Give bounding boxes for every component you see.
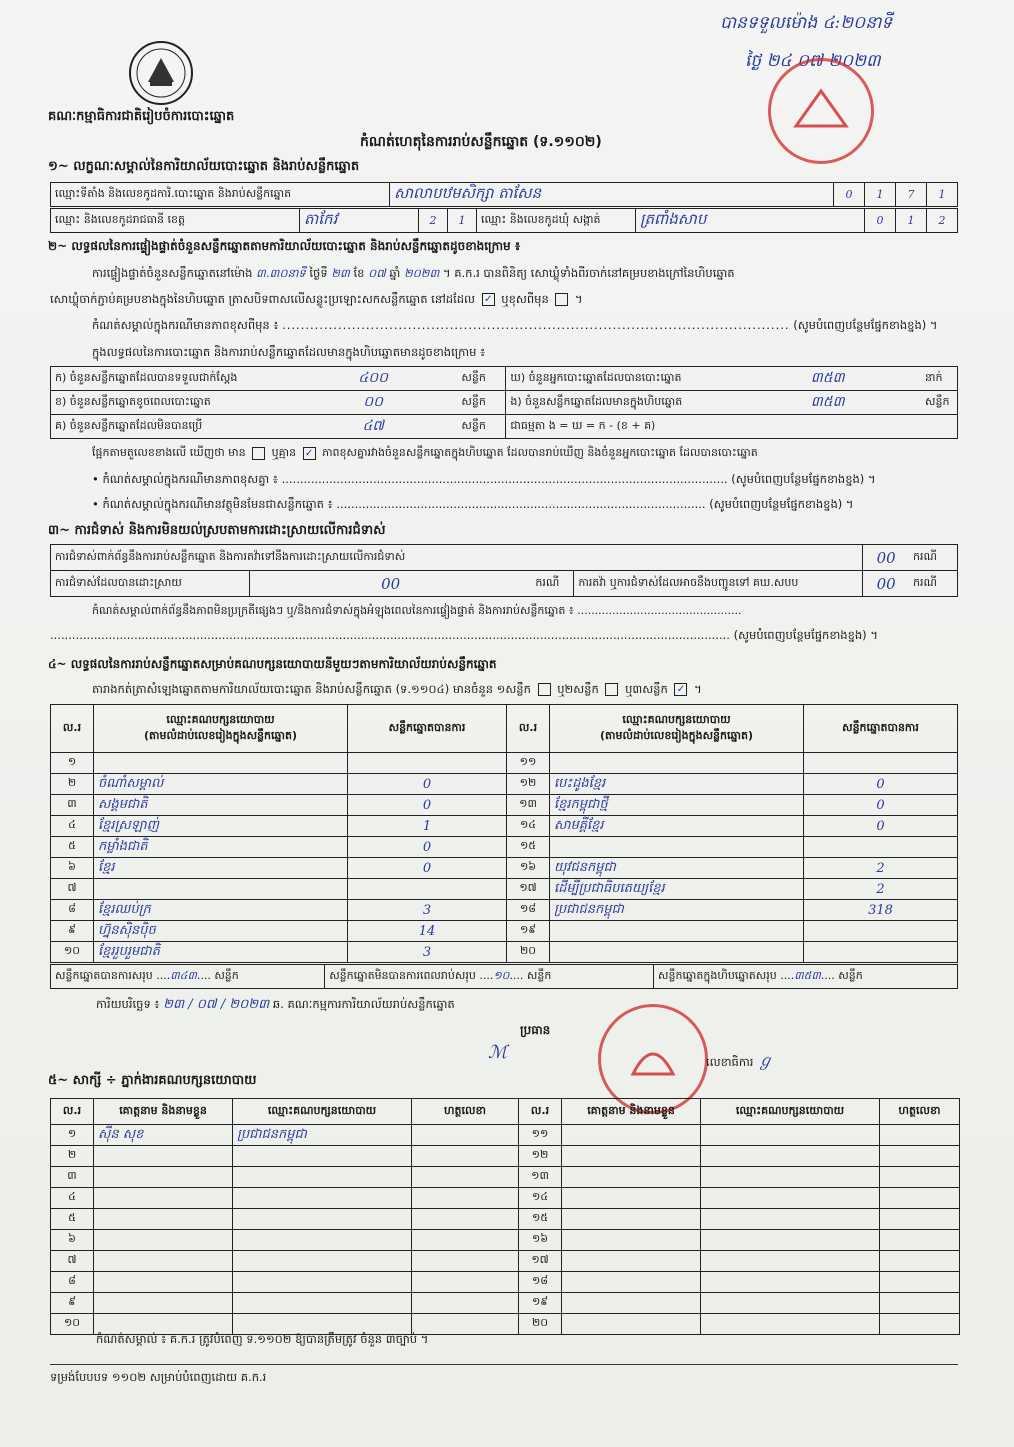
fill-back-note-4: (សូមបំពេញបន្ថែមផ្នែកខាងខ្នង) ។ <box>733 628 878 642</box>
witness-no: ១៥ <box>519 1209 562 1230</box>
fill-back-note-2: (សូមបំពេញបន្ថែមផ្នែកខាងខ្នង) ។ <box>731 472 876 486</box>
witness-name <box>562 1293 701 1314</box>
witness-party <box>233 1272 412 1293</box>
party-votes: 0 <box>804 816 958 837</box>
witness-signature <box>880 1146 960 1167</box>
party-name: ខ្មែរ <box>94 858 348 879</box>
party-no: ២ <box>51 774 94 795</box>
witness-party <box>233 1146 412 1167</box>
valid-total-value: ៣៤៣ <box>170 968 197 982</box>
appeal-label: ការតវ៉ា ឬការជំទាស់ដែលអាចនឹងបញ្ជូនទៅ គឃ.សបប <box>574 571 863 597</box>
w-col-no-left: ល.រ <box>51 1099 94 1125</box>
witness-no: ២០ <box>519 1314 562 1335</box>
witness-row <box>51 1251 960 1272</box>
no-diff-checkbox[interactable]: ✓ <box>303 447 316 460</box>
commune-code-3: 2 <box>927 209 958 233</box>
discrepancy-text: ផ្អែកតាមតួលេខខាងលើ ឃើញថា មាន <box>92 446 246 459</box>
invalid-total: សន្លឹកឆ្នោតមិនបានការពេលរាប់សរុប ....១០.... សន្លឹក <box>325 965 654 989</box>
party-votes <box>804 942 958 963</box>
witness-name <box>94 1188 233 1209</box>
party-name: ប្រជាជនកម្ពុជា <box>550 900 804 921</box>
party-name: ខ្មែរកម្ពុជាថ្មី <box>550 795 804 816</box>
party-votes: 0 <box>348 774 507 795</box>
secretary-label: លេខាធិការ <box>706 1055 754 1069</box>
spoiled-ballots-label: ខ) ចំនួនសន្លឹកឆ្នោតខូចពេលបោះឆ្នោត <box>51 391 290 415</box>
witness-party <box>701 1209 880 1230</box>
date-line <box>96 996 455 1015</box>
party-name: ដើម្បីប្រជាធិបតេយ្យខ្មែរ <box>550 879 804 900</box>
witness-signature <box>412 1125 519 1146</box>
three-sheet-checkbox[interactable]: ✓ <box>674 683 687 696</box>
witness-no: ៤ <box>51 1188 94 1209</box>
location-code-4: 1 <box>927 183 958 207</box>
party-name <box>550 753 804 774</box>
party-name <box>550 921 804 942</box>
witness-party: ប្រជាជនកម្ពុជា <box>233 1125 412 1146</box>
resolved-case: ករណី <box>531 571 574 597</box>
witness-signature <box>412 1209 519 1230</box>
year-label: ឆ្នាំ <box>389 266 401 280</box>
witness-party <box>233 1209 412 1230</box>
witness-party <box>701 1146 880 1167</box>
party-name: ខ្មែររួបរួមជាតិ <box>94 942 348 963</box>
witness-party <box>233 1293 412 1314</box>
party-no: ១៧ <box>507 879 550 900</box>
witness-name <box>562 1188 701 1209</box>
box-total: សន្លឹកឆ្នោតក្នុងហិបឆ្នោតសរុប ....៣៥៣.... សន្លឹក <box>654 965 958 989</box>
location-code-1: 0 <box>834 183 865 207</box>
witness-party <box>233 1188 412 1209</box>
witness-signature <box>412 1167 519 1188</box>
witness-signature <box>880 1272 960 1293</box>
resolved-value: 00 <box>250 571 532 597</box>
verify-month: ០៧ <box>368 266 386 280</box>
witness-signature <box>880 1293 960 1314</box>
witness-signature <box>880 1209 960 1230</box>
witness-no: ១២ <box>519 1146 562 1167</box>
location-table <box>50 182 958 207</box>
province-code-1: 2 <box>419 209 448 233</box>
commune-label: ឈ្មោះ និងលេខកូដឃុំ សង្កាត់ <box>477 209 636 233</box>
commune-code-2: 1 <box>896 209 927 233</box>
location-code-2: 1 <box>865 183 896 207</box>
box-total-value: ៣៥៣ <box>794 968 821 982</box>
object-note-label: • កំណត់សម្គាល់ក្នុងករណីមានវត្ថុមិនមែនជាសន្លឹកឆ្នោត ៖ <box>92 497 333 511</box>
witness-name <box>562 1209 701 1230</box>
table-row <box>51 837 958 858</box>
witness-name <box>94 1230 233 1251</box>
box-ballots-label: ង) ចំនួនសន្លឹកឆ្នោតដែលមានក្នុងហិបឆ្នោត <box>506 391 735 415</box>
party-votes <box>348 879 507 900</box>
witness-party <box>701 1314 880 1335</box>
table-row <box>51 795 958 816</box>
witness-signature <box>880 1314 960 1335</box>
invalid-total-unit: សន្លឹក <box>526 968 552 982</box>
witness-name <box>94 1272 233 1293</box>
table-row <box>51 816 958 837</box>
party-votes: 318 <box>804 900 958 921</box>
footer-rule <box>50 1364 958 1365</box>
col-votes-left: សន្លឹកឆ្នោតបានការ <box>348 705 507 753</box>
tally-sheet-line: តារាងកត់ត្រាសំឡេងឆ្នោតតាមការិយាល័យបោះឆ្នោត និងរាប់សន្លឹកឆ្នោត (ទ.១១០៤) មានចំនួន ១សន្លឹក ឬ២សន្លឹក ឬ៣សន្លឹក ✓ ។ <box>92 682 702 696</box>
witness-no: ១៨ <box>519 1272 562 1293</box>
witness-name <box>94 1167 233 1188</box>
party-no: ៣ <box>51 795 94 816</box>
unit-e: សន្លឹក <box>921 391 958 415</box>
witness-party <box>233 1167 412 1188</box>
col-party-left-1: ឈ្មោះគណបក្សនយោបាយ <box>166 712 275 726</box>
party-votes: 0 <box>804 774 958 795</box>
diff-note-2-label: • កំណត់សម្គាល់ក្នុងករណីមានភាពខុសគ្នា ៖ <box>92 472 278 486</box>
party-votes: 2 <box>804 879 958 900</box>
witness-row <box>51 1146 960 1167</box>
party-no: ៦ <box>51 858 94 879</box>
witness-name <box>94 1251 233 1272</box>
witness-no: ៨ <box>51 1272 94 1293</box>
party-no: ១៩ <box>507 921 550 942</box>
party-votes: 0 <box>348 795 507 816</box>
diff-note-line: កំណត់សម្គាល់ក្នុងករណីមានភាពខុសពីមុន ៖ ............................................................................................................. (សូមបំពេញបន្ថែមផ្នែកខាងខ្នង) ។ <box>92 318 938 332</box>
section-1-title: ១~ លក្ខណៈសម្គាល់នៃការិយាល័យបោះឆ្នោត និងរាប់សន្លឹកឆ្នោត <box>48 159 360 174</box>
valid-total-label: សន្លឹកឆ្នោតបានការសរុប <box>55 968 153 982</box>
witness-row <box>51 1188 960 1209</box>
objection-value: 00 <box>863 545 909 571</box>
col-party-right-1: ឈ្មោះគណបក្សនយោបាយ <box>622 712 731 726</box>
witness-no: ១៣ <box>519 1167 562 1188</box>
valid-total-unit: សន្លឹក <box>214 968 239 982</box>
party-no: ៨ <box>51 900 94 921</box>
witness-party <box>701 1230 880 1251</box>
table-row <box>51 942 958 963</box>
col-votes-right: សន្លឹកឆ្នោតបានការ <box>804 705 958 753</box>
three-sheet-label: ឬ៣សន្លឹក <box>625 682 668 696</box>
unit-d: នាក់ <box>921 367 958 391</box>
two-sheet-checkbox[interactable] <box>605 683 618 696</box>
page-title: កំណត់ហេតុនៃការរាប់សន្លឹកឆ្នោត (ទ.១១០២) <box>360 134 602 150</box>
unused-ballots-value: ៤៧ <box>289 415 457 439</box>
result-intro: ក្នុងលទ្ធផលនៃការបោះឆ្នោត និងការរាប់សន្លឹកឆ្នោតដែលមានក្នុងហិបឆ្នោតមានដូចខាងក្រោម ៖ <box>92 345 486 359</box>
province-table <box>50 208 958 233</box>
party-name: ខ្មែរឈប់ក្រ <box>94 900 348 921</box>
party-no: ១៣ <box>507 795 550 816</box>
witness-table <box>50 1098 960 1335</box>
witness-name <box>562 1272 701 1293</box>
witness-row <box>51 1272 960 1293</box>
witness-party <box>233 1251 412 1272</box>
witness-party <box>701 1272 880 1293</box>
location-value: សាលាបឋមសិក្សា តាសែន <box>390 183 834 207</box>
witness-signature <box>412 1188 519 1209</box>
diff-note-label: កំណត់សម្គាល់ក្នុងករណីមានភាពខុសពីមុន ៖ <box>92 318 279 332</box>
witness-no: ៣ <box>51 1167 94 1188</box>
witness-party <box>233 1230 412 1251</box>
party-votes: 3 <box>348 942 507 963</box>
verify-line-1 <box>92 266 735 283</box>
date-suffix: ឆ. គណៈកម្មការការិយាល័យរាប់សន្លឹកឆ្នោត <box>272 997 455 1011</box>
commune-code-1: 0 <box>865 209 896 233</box>
two-sheet-label: ឬ២សន្លឹក <box>557 682 599 696</box>
witness-signature <box>880 1125 960 1146</box>
party-name: ហ្វ៊ុនស៊ិនប៉ិច <box>94 921 348 942</box>
voters-label: ឃ) ចំនួនអ្នកបោះឆ្នោតដែលបានបោះឆ្នោត <box>506 367 735 391</box>
unused-ballots-label: គ) ចំនួនសន្លឹកឆ្នោតដែលមិនបានប្រើ <box>51 415 290 439</box>
footnote: កំណត់សម្គាល់ ៖ គ.ក.រ ត្រូវបំពេញ ទ.១១០២ ឱ្យបានត្រឹមត្រូវ ចំនួន ៣ច្បាប់ ។ <box>96 1332 429 1346</box>
col-no-left: ល.រ <box>51 705 94 753</box>
witness-name: ស៊ីន សុខ <box>94 1125 233 1146</box>
witness-no: ១៤ <box>519 1188 562 1209</box>
witness-signature <box>880 1188 960 1209</box>
unit-a: សន្លឹក <box>457 367 506 391</box>
party-votes: 1 <box>348 816 507 837</box>
party-no: ៩ <box>51 921 94 942</box>
witness-name <box>562 1146 701 1167</box>
witness-row <box>51 1167 960 1188</box>
discrepancy-text-2: ភាពខុសគ្នារវាងចំនួនសន្លឹកឆ្នោតក្នុងហិបឆ្នោត ដែលបានរាប់ឃើញ និងចំនួនអ្នកបោះឆ្នោត ដែលបានបោះឆ្នោត <box>322 446 758 459</box>
witness-no: ១៦ <box>519 1230 562 1251</box>
party-name <box>94 753 348 774</box>
party-no: ១៦ <box>507 858 550 879</box>
received-ballots-label: ក) ចំនួនសន្លឹកឆ្នោតដែលបានទទួលជាក់ស្តែង <box>51 367 290 391</box>
seal-text: សោឃ្លុំចាក់ភ្ជាប់គម្របខាងក្នុងនៃហិបឆ្នោត ត្រាសបិទពាសលើសន្លូះប្រឡោះសកសន្លឹកឆ្នោត នៅដដែល <box>50 292 475 306</box>
diff-checkbox[interactable] <box>555 293 568 306</box>
object-note: • កំណត់សម្គាល់ក្នុងករណីមានវត្ថុមិនមែនជាសន្លឹកឆ្នោត ៖ ..................................................................................................... (សូមបំពេញបន្ថែមផ្នែកខាងខ្នង) ។ <box>92 497 854 511</box>
location-code-3: 7 <box>896 183 927 207</box>
witness-no: ១ <box>51 1125 94 1146</box>
count-table <box>50 366 958 439</box>
witness-signature <box>880 1230 960 1251</box>
witness-party <box>701 1125 880 1146</box>
verify-year: ២០២៣ <box>403 266 440 280</box>
date-label: ការិយបរិច្ឆេទ ៖ <box>96 997 160 1011</box>
irregularity-note: កំណត់សម្គាល់ពាក់ព័ន្ធនឹងភាពមិនប្រក្រតីផ្សេងៗ ឬ/និងការជំទាស់ក្នុងអំឡុងពេលនៃការផ្ទៀងផ្ទាត់ និងការរាប់សន្លឹកឆ្នោត ៖ ............................................... <box>92 604 742 617</box>
w-col-name-left: គោត្តនាម និងនាមខ្លួន <box>94 1099 233 1125</box>
formula: ជាធម្មតា ង = ឃ = ក - (ខ + គ) <box>506 415 958 439</box>
witness-row <box>51 1209 960 1230</box>
invalid-total-label: សន្លឹកឆ្នោតមិនបានការពេលរាប់សរុប <box>329 968 476 982</box>
party-name <box>550 942 804 963</box>
party-votes <box>348 753 507 774</box>
commune-value: ត្រពាំងសាប <box>636 209 865 233</box>
has-diff-checkbox[interactable] <box>252 447 265 460</box>
objection-table <box>50 544 958 597</box>
diff-note-2: • កំណត់សម្គាល់ក្នុងករណីមានភាពខុសគ្នា ៖ .......................................................................................................................... (សូមបំពេញបន្ថែមផ្នែកខាងខ្នង) ។ <box>92 472 876 486</box>
unit-c: សន្លឹក <box>457 415 506 439</box>
witness-party <box>701 1188 880 1209</box>
witness-name <box>562 1167 701 1188</box>
irregularity-fill: .......................................................................................................................................................................................... (សូមបំពេញបន្ថែមផ្នែកខាងខ្នង) ។ <box>50 628 878 642</box>
witness-name <box>562 1125 701 1146</box>
party-no: ១០ <box>51 942 94 963</box>
section-4-title: ៤~ លទ្ធផលនៃការរាប់សន្លឹកឆ្នោតសម្រាប់គណបក្សនយោបាយនីមួយៗតាមការិយាល័យរាប់សន្លឹកឆ្នោត <box>48 657 497 671</box>
org-name: គណៈកម្មាធិការជាតិរៀបចំការបោះឆ្នោត <box>48 109 235 124</box>
party-name: ខ្មែរស្រឡាញ់ <box>94 816 348 837</box>
party-name: ចំណាំសម្គាល់ <box>94 774 348 795</box>
witness-signature <box>412 1293 519 1314</box>
section-5-title: ៥~ សាក្សី ÷ ភ្នាក់ងារគណបក្សនយោបាយ <box>48 1073 257 1088</box>
same-checkbox[interactable]: ✓ <box>482 293 495 306</box>
verify-line-2: សោឃ្លុំចាក់ភ្ជាប់គម្របខាងក្នុងនៃហិបឆ្នោត ត្រាសបិទពាសលើសន្លូះប្រឡោះសកសន្លឹកឆ្នោត នៅដដែល ✓ ឬខុសពីមុន ។ <box>50 292 583 306</box>
witness-signature <box>880 1251 960 1272</box>
party-name: យុវជនកម្ពុជា <box>550 858 804 879</box>
party-votes: 0 <box>348 837 507 858</box>
witness-name <box>562 1230 701 1251</box>
witness-signature <box>412 1230 519 1251</box>
table-row <box>51 753 958 774</box>
col-party-right-2: (តាមលំដាប់លេខរៀងក្នុងសន្លឹកឆ្នោត) <box>600 728 753 742</box>
unit-b: សន្លឹក <box>457 391 506 415</box>
appeal-value: 00 <box>863 571 909 597</box>
party-no: ៤ <box>51 816 94 837</box>
col-party-right <box>550 705 804 753</box>
no-diff-label: ឬគ្មាន <box>271 446 297 459</box>
w-col-sign-left: ហត្ថលេខា <box>412 1099 519 1125</box>
party-no: ៧ <box>51 879 94 900</box>
witness-signature <box>412 1272 519 1293</box>
party-votes <box>804 753 958 774</box>
witness-name <box>94 1209 233 1230</box>
witness-no: ៧ <box>51 1251 94 1272</box>
witness-name <box>94 1293 233 1314</box>
box-total-label: សន្លឹកឆ្នោតក្នុងហិបឆ្នោតសរុប <box>658 968 777 982</box>
section-3-title: ៣~ ការជំទាស់ និងការមិនយល់ស្របតាមការដោះស្រាយលើការជំទាស់ <box>48 523 386 538</box>
party-no: ១៥ <box>507 837 550 858</box>
party-votes: 2 <box>804 858 958 879</box>
witness-signature <box>412 1251 519 1272</box>
w-col-name-right: គោត្តនាម និងនាមខ្លួន <box>562 1099 701 1125</box>
chair-signature: ℳ <box>488 1042 508 1063</box>
party-name <box>550 837 804 858</box>
nec-logo-icon <box>128 40 194 106</box>
witness-no: ៦ <box>51 1230 94 1251</box>
chair-title: ប្រធាន <box>520 1023 551 1037</box>
invalid-total-value: ១០ <box>493 968 510 982</box>
objection-label: ការជំទាស់ពាក់ព័ន្ធនឹងការរាប់សន្លឹកឆ្នោត និងការតវ៉ាទៅនឹងការដោះស្រាយលើការជំទាស់ <box>51 545 863 571</box>
box-ballots-value: ៣៥៣ <box>734 391 921 415</box>
w-col-party-left: ឈ្មោះគណបក្សនយោបាយ <box>233 1099 412 1125</box>
party-results-table <box>50 704 958 963</box>
secretary-line <box>706 1048 773 1072</box>
table-row <box>51 774 958 795</box>
box-total-unit: សន្លឹក <box>838 968 863 982</box>
party-no: ១ <box>51 753 94 774</box>
province-code-2: 1 <box>448 209 477 233</box>
witness-no: ៩ <box>51 1293 94 1314</box>
witness-signature <box>412 1146 519 1167</box>
party-name: កម្លាំងជាតិ <box>94 837 348 858</box>
witness-party <box>701 1251 880 1272</box>
party-no: ១៤ <box>507 816 550 837</box>
month-label: ខែ <box>353 266 365 280</box>
received-date: ថ្ងៃ ២៤ ០៧ ២០២៣ <box>745 51 881 71</box>
party-no: ៥ <box>51 837 94 858</box>
party-votes: 0 <box>804 795 958 816</box>
voters-value: ៣៥៣ <box>734 367 921 391</box>
w-col-no-right: ល.រ <box>519 1099 562 1125</box>
received-ballots-value: ៤០០ <box>289 367 457 391</box>
party-votes <box>804 921 958 942</box>
party-name: បេះដូងខ្មែរ <box>550 774 804 795</box>
witness-row <box>51 1230 960 1251</box>
totals-table <box>50 964 958 989</box>
party-name: សាមគ្គីខ្មែរ <box>550 816 804 837</box>
table-row <box>51 879 958 900</box>
diff-label: ឬខុសពីមុន <box>501 292 549 306</box>
section-2-title: ២~ លទ្ធផលនៃការផ្ទៀងផ្ទាត់ចំនួនសន្លឹកឆ្នោតតាមការិយាល័យបោះឆ្នោត និងរាប់សន្លឹកឆ្នោតដូចខាងក្រោម ៖ <box>48 239 521 253</box>
witness-no: ១៩ <box>519 1293 562 1314</box>
witness-no: ១៧ <box>519 1251 562 1272</box>
witness-name <box>562 1251 701 1272</box>
valid-total: សន្លឹកឆ្នោតបានការសរុប ....៣៤៣.... សន្លឹក <box>51 965 325 989</box>
witness-name <box>94 1146 233 1167</box>
witness-row <box>51 1293 960 1314</box>
discrepancy-line <box>92 446 758 462</box>
party-no: ២០ <box>507 942 550 963</box>
party-votes: 3 <box>348 900 507 921</box>
one-sheet-checkbox[interactable] <box>538 683 551 696</box>
party-votes: 14 <box>348 921 507 942</box>
party-name <box>94 879 348 900</box>
w-col-sign-right: ហត្ថលេខា <box>880 1099 960 1125</box>
witness-no: ១០ <box>51 1314 94 1335</box>
verify-text-2: ។ គ.ក.រ បានពិនិត្យ សោឃ្លុំទាំងពីរចាក់នៅគម្របខាងក្រៅនៃហិបឆ្នោត <box>442 266 735 280</box>
form-footer: ទម្រង់បែបបទ ១១០២ សម្រាប់បំពេញដោយ គ.ក.រ <box>50 1370 267 1384</box>
party-votes: 0 <box>348 858 507 879</box>
witness-name <box>562 1314 701 1335</box>
witness-row <box>51 1125 960 1146</box>
fill-back-note-3: (សូមបំពេញបន្ថែមផ្នែកខាងខ្នង) ។ <box>709 497 854 511</box>
table-row <box>51 900 958 921</box>
received-note: បានទទួលម៉ោង ៤:២០នាទី <box>720 13 893 33</box>
witness-no: ២ <box>51 1146 94 1167</box>
day-label: ថ្ងៃទី <box>309 266 328 280</box>
location-label: ឈ្មោះទីតាំង និងលេខកូដការិ.បោះឆ្នោត និងរាប់សន្លឹកឆ្នោត <box>51 183 390 207</box>
date-value: ២៣ / ០៧ / ២០២៣ <box>163 997 270 1012</box>
verify-time: ៣.៣០នាទី <box>256 266 306 280</box>
tally-intro: តារាងកត់ត្រាសំឡេងឆ្នោតតាមការិយាល័យបោះឆ្នោត និងរាប់សន្លឹកឆ្នោត (ទ.១១០៤) មានចំនួន ១សន្លឹក <box>92 682 531 696</box>
col-party-left <box>94 705 348 753</box>
province-value: តាកែវ <box>300 209 419 233</box>
received-stamp <box>768 58 874 164</box>
secretary-signature: ℊ <box>757 1051 774 1070</box>
col-no-right: ល.រ <box>507 705 550 753</box>
party-votes <box>804 837 958 858</box>
col-party-left-2: (តាមលំដាប់លេខរៀងក្នុងសន្លឹកឆ្នោត) <box>144 728 297 742</box>
table-row <box>51 921 958 942</box>
w-col-party-right: ឈ្មោះគណបក្សនយោបាយ <box>701 1099 880 1125</box>
objection-case: ករណី <box>909 545 958 571</box>
irregularity-label: កំណត់សម្គាល់ពាក់ព័ន្ធនឹងភាពមិនប្រក្រតីផ្សេងៗ ឬ/និងការជំទាស់ក្នុងអំឡុងពេលនៃការផ្ទៀងផ្ទាត់ និងការរាប់សន្លឹកឆ្នោត ៖ <box>92 604 574 617</box>
spoiled-ballots-value: ០០ <box>289 391 457 415</box>
witness-party <box>701 1293 880 1314</box>
party-no: ១១ <box>507 753 550 774</box>
witness-no: ៥ <box>51 1209 94 1230</box>
witness-party <box>701 1167 880 1188</box>
witness-no: ១១ <box>519 1125 562 1146</box>
verify-text: ការផ្ទៀងផ្ទាត់ចំនួនសន្លឹកឆ្នោតនៅម៉ោង <box>92 266 253 280</box>
party-name: សង្គមជាតិ <box>94 795 348 816</box>
witness-signature <box>880 1167 960 1188</box>
table-row <box>51 858 958 879</box>
verify-day: ២៣ <box>331 266 350 280</box>
party-no: ១២ <box>507 774 550 795</box>
appeal-case: ករណី <box>909 571 958 597</box>
province-label: ឈ្មោះ និងលេខកូដរាជធានី ខេត្ត <box>51 209 300 233</box>
party-no: ១៨ <box>507 900 550 921</box>
resolved-label: ការជំទាស់ដែលបានដោះស្រាយ <box>51 571 250 597</box>
fill-back-note: (សូមបំពេញបន្ថែមផ្នែកខាងខ្នង) ។ <box>793 318 938 332</box>
